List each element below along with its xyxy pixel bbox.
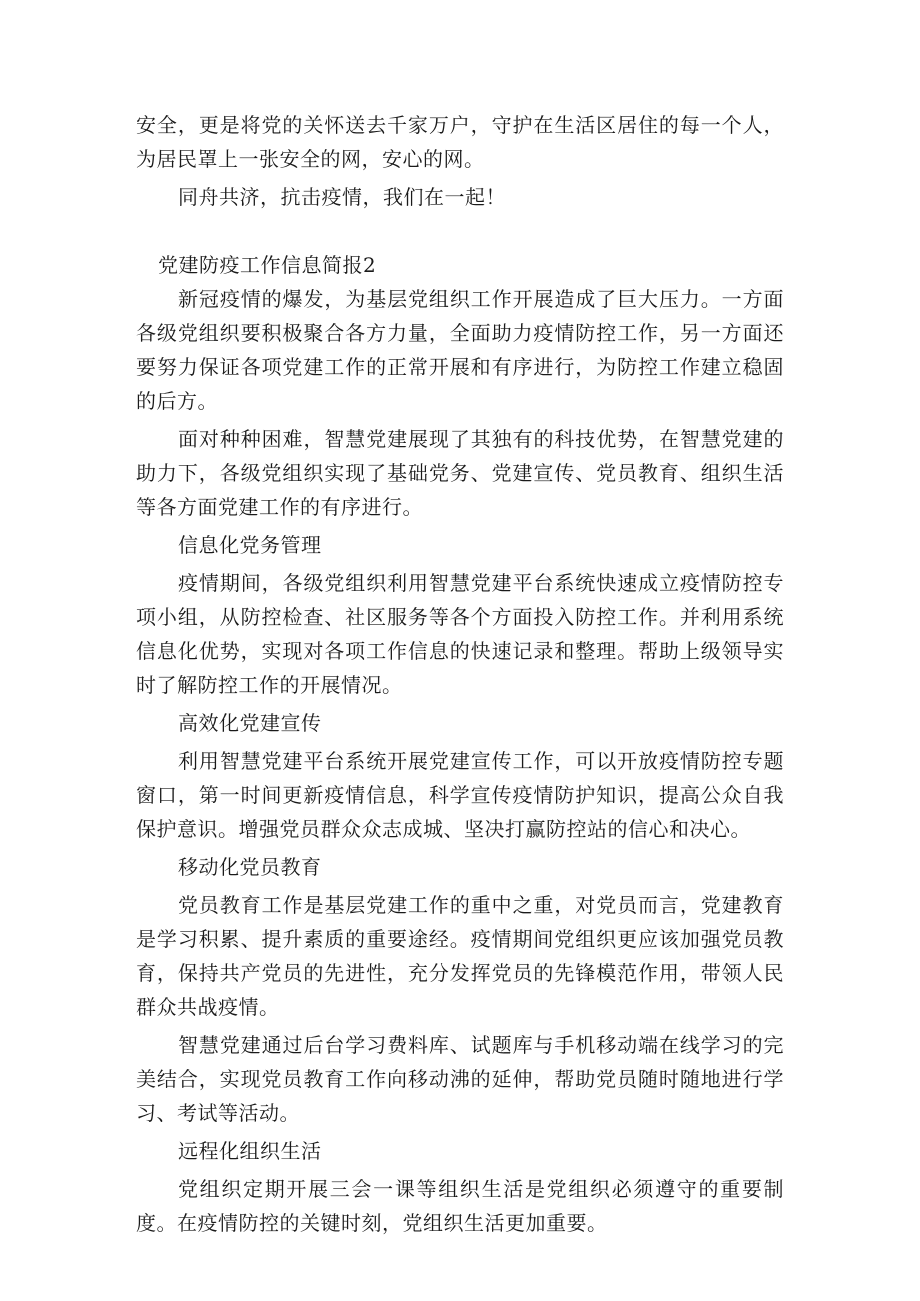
section-heading-propaganda: 高效化党建宣传 — [178, 711, 322, 735]
article-paragraph-1: 新冠疫情的爆发，为基层党组织工作开展造成了巨大压力。一方面各级党组织要积极聚合各方力量，全面助力疫情防控工作，另一方面还要努力保证各项党建工作的正常开展和有序进行，为防控工作建立稳固的后方。 — [136, 287, 784, 413]
intro-paragraph-1: 安全，更是将党的关怀送去千家万户，守护在生活区居住的每一个人，为居民罩上一张安全的网，安心的网。 — [136, 113, 784, 171]
section-paragraph: 党组织定期开展三会一课等组织生活是党组织必须遵守的重要制度。在疫情防控的关键时刻，党组织生活更加重要。 — [136, 1177, 784, 1235]
intro-paragraph-2: 同舟共济，抗击疫情，我们在一起！ — [178, 185, 506, 209]
section-heading-party-affairs: 信息化党务管理 — [178, 533, 322, 557]
section-paragraph: 利用智慧党建平台系统开展党建宣传工作，可以开放疫情防控专题窗口，第一时间更新疫情信息，科学宣传疫情防护知识，提高公众自我保护意识。增强党员群众众志成城、坚决打赢防控站的信心和决心。 — [136, 749, 784, 841]
section-heading-organization-life: 远程化组织生活 — [178, 1139, 322, 1163]
article-title: 党建防疫工作信息简报2 — [158, 253, 377, 277]
section-paragraph: 党员教育工作是基层党建工作的重中之重，对党员而言，党建教育是学习积累、提升素质的重要途经。疫情期间党组织更应该加强党员教育，保持共产党员的先进性，充分发挥党员的先锋模范作用，带领人民群众共战疫情。 — [136, 893, 784, 1019]
section-heading-education: 移动化党员教育 — [178, 855, 322, 879]
document-body — [136, 108, 784, 1240]
article-paragraph-2: 面对种种困难，智慧党建展现了其独有的科技优势，在智慧党建的助力下，各级党组织实现了基础党务、党建宣传、党员教育、组织生活等各方面党建工作的有序进行。 — [136, 427, 784, 519]
section-paragraph: 疫情期间，各级党组织利用智慧党建平台系统快速成立疫情防控专项小组，从防控检查、社区服务等各个方面投入防控工作。并利用系统信息化优势，实现对各项工作信息的快速记录和整理。帮助上级领导实时了解防控工作的开展情况。 — [136, 571, 784, 697]
section-paragraph: 智慧党建通过后台学习费料库、试题库与手机移动端在线学习的完美结合，实现党员教育工作向移动沸的延伸，帮助党员随时随地进行学习、考试等活动。 — [136, 1033, 784, 1125]
